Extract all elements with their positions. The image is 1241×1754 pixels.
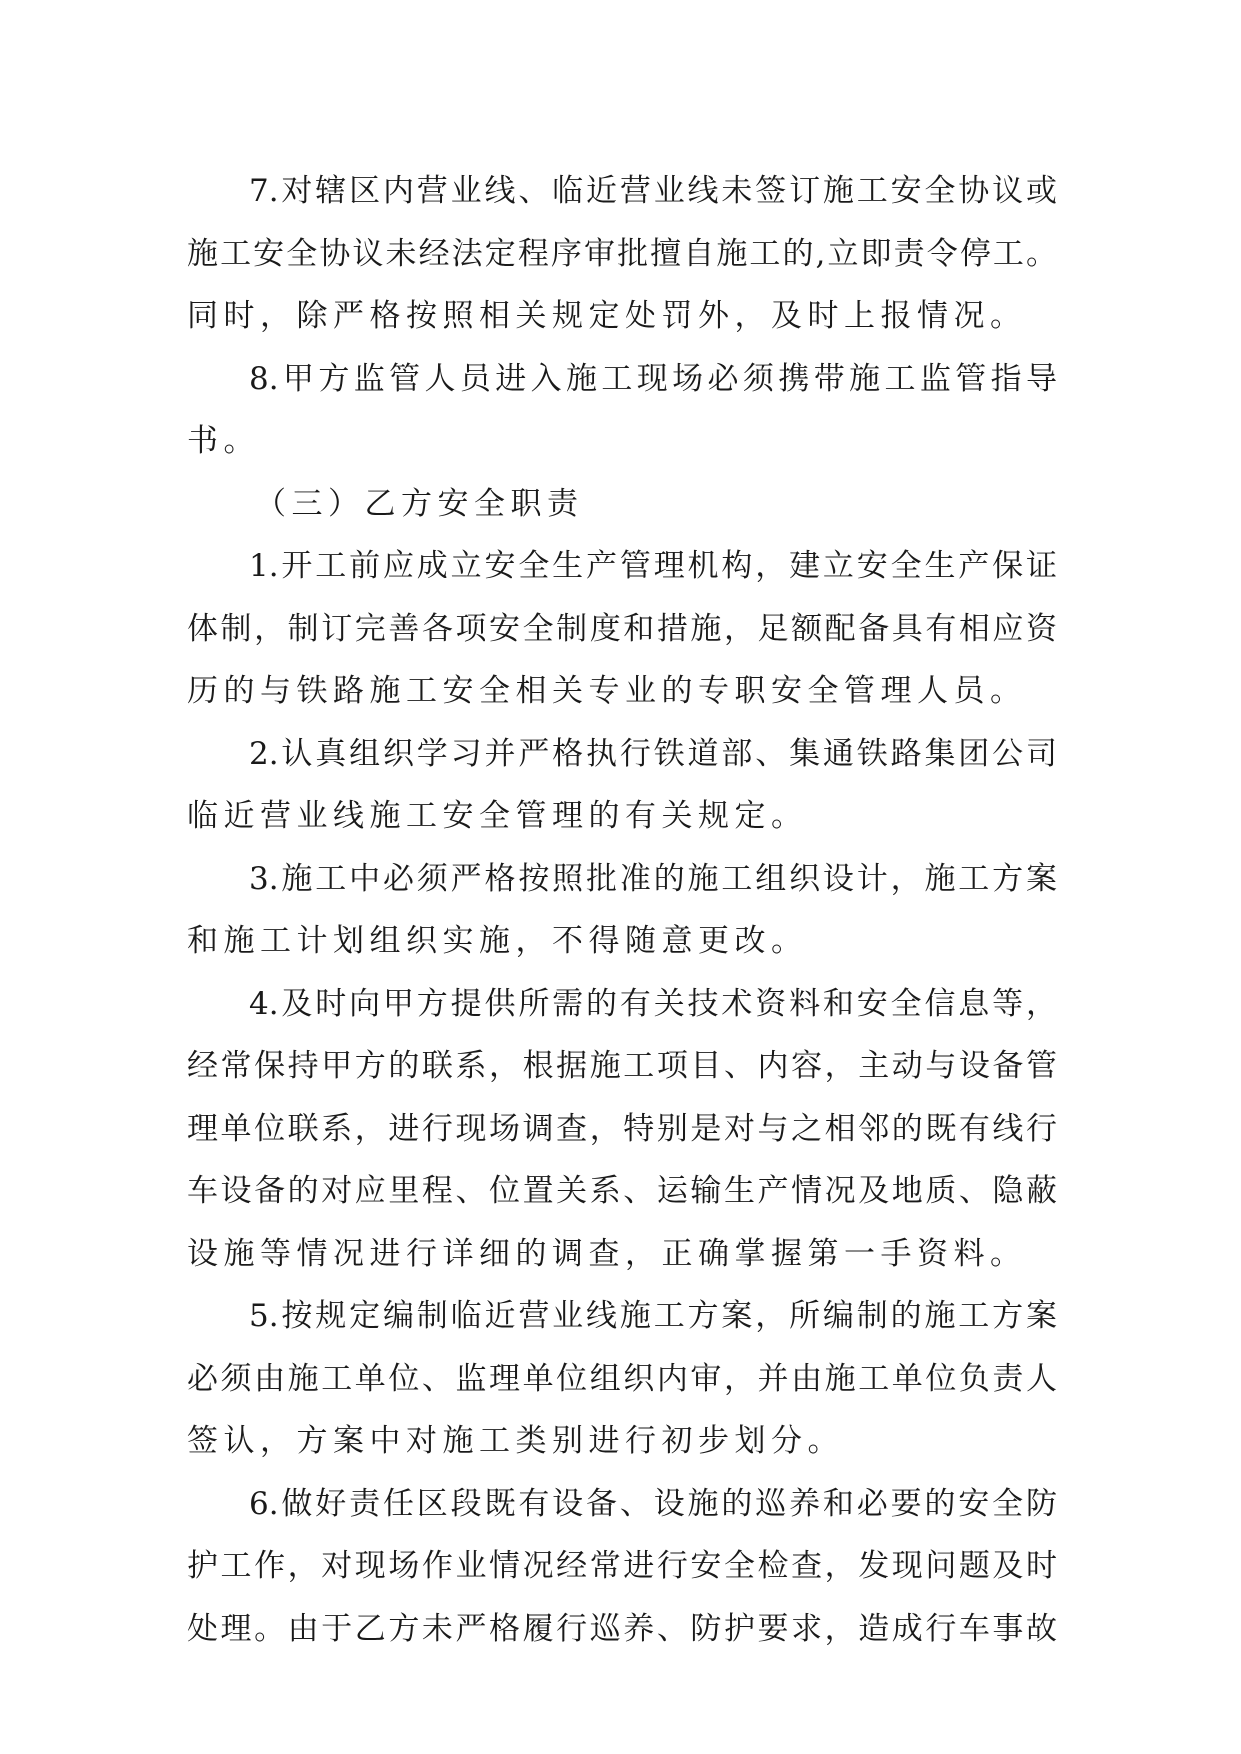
paragraph-line: 5.按规定编制临近营业线施工方案，所编制的施工方案 xyxy=(249,1298,1057,1334)
paragraph-line: 临近营业线施工安全管理的有关规定。 xyxy=(187,798,808,834)
paragraph-line: 和施工计划组织实施，不得随意更改。 xyxy=(187,923,808,959)
paragraph-line: 2.认真组织学习并严格执行铁道部、集通铁路集团公司 xyxy=(249,735,1057,772)
paragraph-line: 体制，制订完善各项安全制度和措施，足额配备具有相应资 xyxy=(187,610,1057,647)
paragraph-line: 处理。由于乙方未严格履行巡养、防护要求，造成行车事故 xyxy=(187,1610,1057,1647)
paragraph-line: 6.做好责任区段既有设备、设施的巡养和必要的安全防 xyxy=(249,1485,1057,1522)
paragraph-line: 4.及时向甲方提供所需的有关技术资料和安全信息等， xyxy=(249,985,1057,1022)
paragraph-line: 必须由施工单位、监理单位组织内审，并由施工单位负责人 xyxy=(187,1360,1057,1397)
paragraph-line: 施工安全协议未经法定程序审批擅自施工的,立即责令停工。 xyxy=(187,235,1057,272)
paragraph-line: 车设备的对应里程、位置关系、运输生产情况及地质、隐蔽 xyxy=(187,1173,1057,1209)
paragraph-line: 签认，方案中对施工类别进行初步划分。 xyxy=(187,1423,844,1459)
paragraph-line: 护工作，对现场作业情况经常进行安全检查，发现问题及时 xyxy=(187,1548,1057,1584)
paragraph-line: 理单位联系，进行现场调查，特别是对与之相邻的既有线行 xyxy=(187,1110,1057,1147)
paragraph-line: 历的与铁路施工安全相关专业的专职安全管理人员。 xyxy=(187,673,1027,709)
paragraph-line: 8.甲方监管人员进入施工现场必须携带施工监管指导 xyxy=(249,360,1057,397)
paragraph-line: 设施等情况进行详细的调查，正确掌握第一手资料。 xyxy=(187,1235,1027,1272)
paragraph-line: 同时，除严格按照相关规定处罚外，及时上报情况。 xyxy=(187,298,1027,334)
paragraph-line: 3.施工中必须严格按照批准的施工组织设计，施工方案 xyxy=(249,860,1057,897)
paragraph-line: 1.开工前应成立安全生产管理机构，建立安全生产保证 xyxy=(249,548,1057,584)
paragraph-line: 书。 xyxy=(187,423,260,459)
section-heading: （三）乙方安全职责 xyxy=(255,485,584,522)
document-body xyxy=(187,160,1057,1660)
paragraph-line: 经常保持甲方的联系，根据施工项目、内容，主动与设备管 xyxy=(187,1048,1057,1084)
paragraph-line: 7.对辖区内营业线、临近营业线未签订施工安全协议或 xyxy=(249,173,1057,209)
